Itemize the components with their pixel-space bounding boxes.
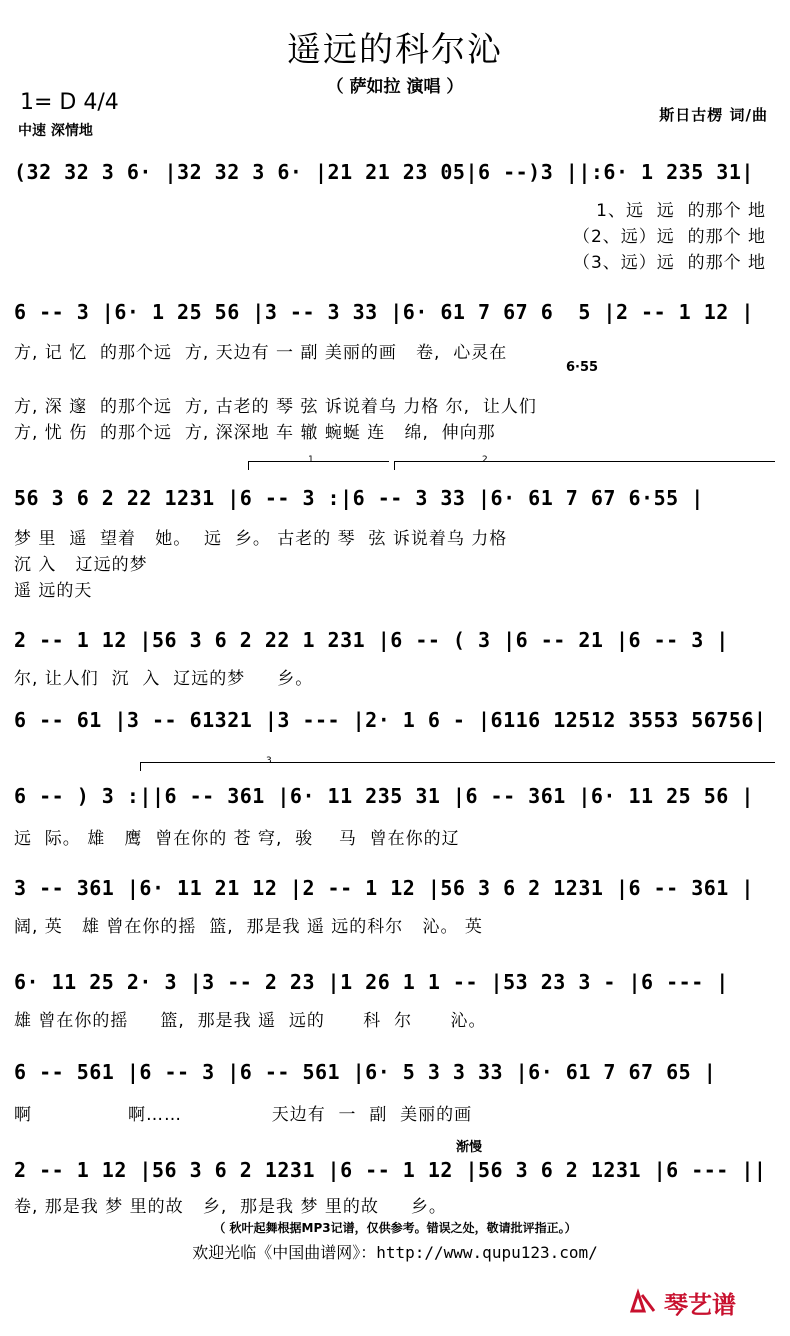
- lyric-line: 遥 远的天: [14, 581, 93, 601]
- notation-line-7: 3 -- 361 |6· 11 21 12 |2 -- 1 12 |56 3 6 2 1231 |6 -- 361 |: [14, 876, 754, 900]
- slow-marking: 渐慢: [456, 1140, 483, 1155]
- lyric-line: （2、远）远 的那个 地: [572, 227, 766, 247]
- lyric-line: 梦 里 遥 望着 她。 远 乡。 古老的 琴 弦 诉说着乌 力格: [14, 529, 508, 549]
- ending-label-3: 3: [266, 756, 272, 766]
- ending-bracket-2: [394, 461, 775, 470]
- notation-line-5: 6 -- 61 |3 -- 61321 |3 --- |2· 1 6 - |6116 12512 3553 56756|: [14, 708, 767, 732]
- site-logo: [628, 1284, 768, 1320]
- lyric-line: 尔, 让人们 沉 入 辽远的梦 乡。: [14, 669, 314, 689]
- lyric-line: 方, 记 忆 的那个远 方, 天边有 一 副 美丽的画 卷, 心灵在: [14, 343, 508, 363]
- ending-label-2: 2: [482, 455, 488, 465]
- site-link[interactable]: 欢迎光临《中国曲谱网》：http://www.qupu123.com/: [192, 1243, 598, 1262]
- notation-line-9: 6 -- 561 |6 -- 3 |6 -- 561 |6· 5 3 3 33 |6· 61 7 67 65 |: [14, 1060, 717, 1084]
- lyric-line: 方, 忧 伤 的那个远 方, 深深地 车 辙 蜿蜒 连 绵, 伸向那: [14, 423, 496, 443]
- composer-credit: 斯日古楞 词/曲: [659, 106, 768, 124]
- qin-logo-icon: [628, 1287, 658, 1317]
- lyric-line: 远 际。 雄 鹰 曾在你的 苍 穹, 骏 马 曾在你的辽: [14, 829, 460, 849]
- lyric-line: 雄 曾在你的摇 篮, 那是我 遥 远的 科 尔 沁。: [14, 1011, 487, 1031]
- lyric-line: 沉 入 辽远的梦: [14, 555, 148, 575]
- lyric-line: 方, 深 邃 的那个远 方, 古老的 琴 弦 诉说着乌 力格 尔, 让人们: [14, 397, 537, 417]
- page-title: 遥远的科尔沁: [287, 30, 503, 70]
- notation-line-3: 56 3 6 2 22 1231 |6 -- 3 :|6 -- 3 33 |6· 61 7 67 6·55 |: [14, 486, 704, 510]
- notation-line-8: 6· 11 25 2· 3 |3 -- 2 23 |1 26 1 1 -- |53 23 3 - |6 --- |: [14, 970, 729, 994]
- transcription-note: （ 秋叶起舞根据MP3记谱，仅供参考。错误之处，敬请批评指正。）: [213, 1221, 577, 1235]
- notation-line-2: 6 -- 3 |6· 1 25 56 |3 -- 3 33 |6· 61 7 67 6 5 |2 -- 1 12 |: [14, 300, 754, 324]
- notation-line-10: 2 -- 1 12 |56 3 6 2 1231 |6 -- 1 12 |56 3 6 2 1231 |6 --- ||: [14, 1158, 767, 1182]
- lyric-line: 啊 啊…… 天边有 一 副 美丽的画: [14, 1105, 473, 1125]
- logo-text: 琴艺谱: [664, 1290, 736, 1319]
- notation-line-1: (32 32 3 6· |32 32 3 6· |21 21 23 05|6 --)3 ||:6· 1 235 31|: [14, 160, 754, 184]
- lyric-line: 1、远 远 的那个 地: [596, 201, 766, 221]
- lyric-line: 阔, 英 雄 曾在你的摇 篮, 那是我 遥 远的科尔 沁。 英: [14, 917, 483, 937]
- lyric-line: （3、远）远 的那个 地: [572, 253, 766, 273]
- lyric-line: 卷, 那是我 梦 里的故 乡, 那是我 梦 里的故 乡。: [14, 1197, 447, 1217]
- notation-line-4: 2 -- 1 12 |56 3 6 2 22 1 231 |6 -- ( 3 |6 -- 21 |6 -- 3 |: [14, 628, 729, 652]
- tempo-marking: 中速 深情地: [18, 123, 93, 139]
- ending-label-1: 1: [308, 455, 314, 465]
- ending-bracket-3: [140, 762, 775, 771]
- ending-bracket-1: [248, 461, 389, 470]
- notation-line-6: 6 -- ) 3 :||6 -- 361 |6· 11 235 31 |6 -- 361 |6· 11 25 56 |: [14, 784, 754, 808]
- singer-credit: （ 萨如拉 演唱 ）: [326, 77, 464, 97]
- key-signature: 1= D 4/4: [20, 90, 119, 115]
- alt-notes: 6·55: [566, 360, 599, 375]
